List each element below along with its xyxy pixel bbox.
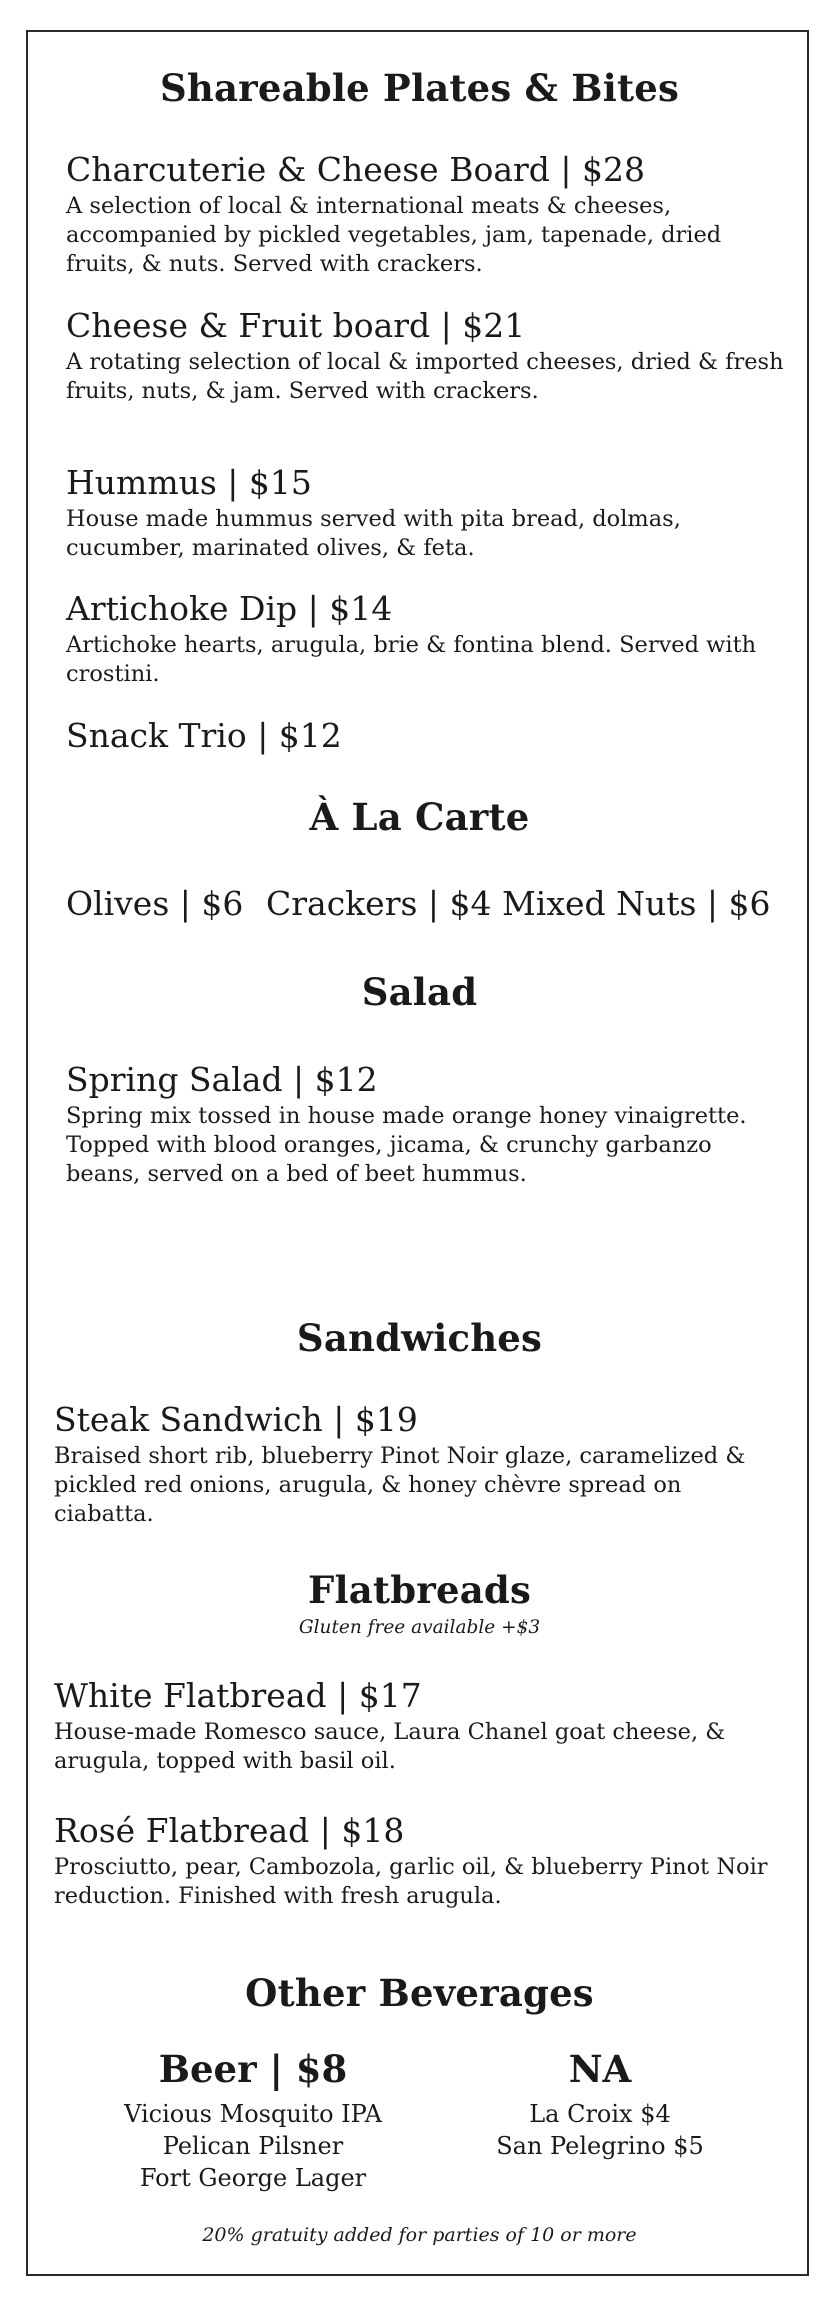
a-la-carte-item: Mixed Nuts | $6: [502, 884, 771, 923]
section-title-sandwiches: Sandwiches: [296, 1316, 543, 1360]
section-title-shareable: Shareable Plates & Bites: [159, 66, 680, 110]
menu-item-white-flatbread: [54, 1678, 774, 1776]
section-title-flatbreads: Flatbreads: [308, 1568, 531, 1612]
item-name: Artichoke Dip | $14: [66, 589, 393, 628]
na-heading: NA: [568, 2047, 632, 2091]
a-la-carte-item: Olives | $6: [66, 884, 244, 923]
item-name: Steak Sandwich | $19: [54, 1400, 418, 1439]
item-name: Spring Salad | $12: [66, 1060, 378, 1099]
item-description: House made hummus served with pita bread, dolmas, cucumber, marinated olives, & feta.: [66, 506, 681, 562]
item-name: White Flatbread | $17: [54, 1676, 422, 1715]
menu-item-charcuterie: [66, 152, 786, 279]
item-name: Hummus | $15: [66, 463, 312, 502]
item-name: Rosé Flatbread | $18: [54, 1811, 405, 1850]
menu-item-rose-flatbread: [54, 1813, 774, 1911]
item-name: Cheese & Fruit board | $21: [66, 306, 526, 345]
section-title-beverages: Other Beverages: [245, 1971, 594, 2015]
menu-item-cheese-fruit: [66, 308, 786, 406]
menu-item-artichoke-dip: [66, 591, 786, 689]
item-description: A rotating selection of local & imported cheeses, dried & fresh fruits, nuts, & jam. Served with crackers.: [66, 349, 784, 405]
section-title-salad: Salad: [361, 970, 478, 1014]
beer-item: Vicious Mosquito IPA: [124, 2099, 382, 2128]
beer-heading: Beer | $8: [158, 2047, 348, 2091]
na-column: [460, 2049, 740, 2162]
a-la-carte-item: Crackers | $4: [266, 884, 492, 923]
item-description: Prosciutto, pear, Cambozola, garlic oil, & blueberry Pinot Noir reduction. Finished with fresh arugula.: [54, 1854, 768, 1910]
section-title-a-la-carte: À La Carte: [309, 795, 530, 839]
menu-item-hummus: [66, 465, 786, 563]
na-item: La Croix $4: [529, 2099, 671, 2128]
beer-item: Pelican Pilsner: [162, 2131, 344, 2160]
beer-item: Fort George Lager: [139, 2163, 367, 2192]
gratuity-note: 20% gratuity added for parties of 10 or more: [202, 2224, 637, 2246]
menu-item-steak-sandwich: [54, 1402, 774, 1529]
gluten-free-note: Gluten free available +$3: [298, 1617, 541, 1638]
na-item: San Pelegrino $5: [496, 2131, 704, 2160]
menu-item-spring-salad: [66, 1062, 786, 1189]
item-description: Artichoke hearts, arugula, brie & fontina blend. Served with crostini.: [66, 632, 757, 688]
beer-column: [103, 2049, 403, 2194]
item-name: Charcuterie & Cheese Board | $28: [66, 150, 645, 189]
menu-item-snack-trio: [66, 718, 786, 758]
item-description: Spring mix tossed in house made orange honey vinaigrette. Topped with blood oranges, jicama, & crunchy garbanzo beans, served on a bed of beet hummus.: [66, 1103, 747, 1188]
item-description: A selection of local & international meats & cheeses, accompanied by pickled vegetables, jam, tapenade, dried fruits, & nuts. Served with crackers.: [66, 193, 722, 278]
item-description: House-made Romesco sauce, Laura Chanel goat cheese, & arugula, topped with basil oil.: [54, 1719, 726, 1775]
item-description: Braised short rib, blueberry Pinot Noir glaze, caramelized & pickled red onions, arugula, & honey chèvre spread on ciabatta.: [54, 1443, 746, 1528]
item-name: Snack Trio | $12: [66, 716, 342, 755]
